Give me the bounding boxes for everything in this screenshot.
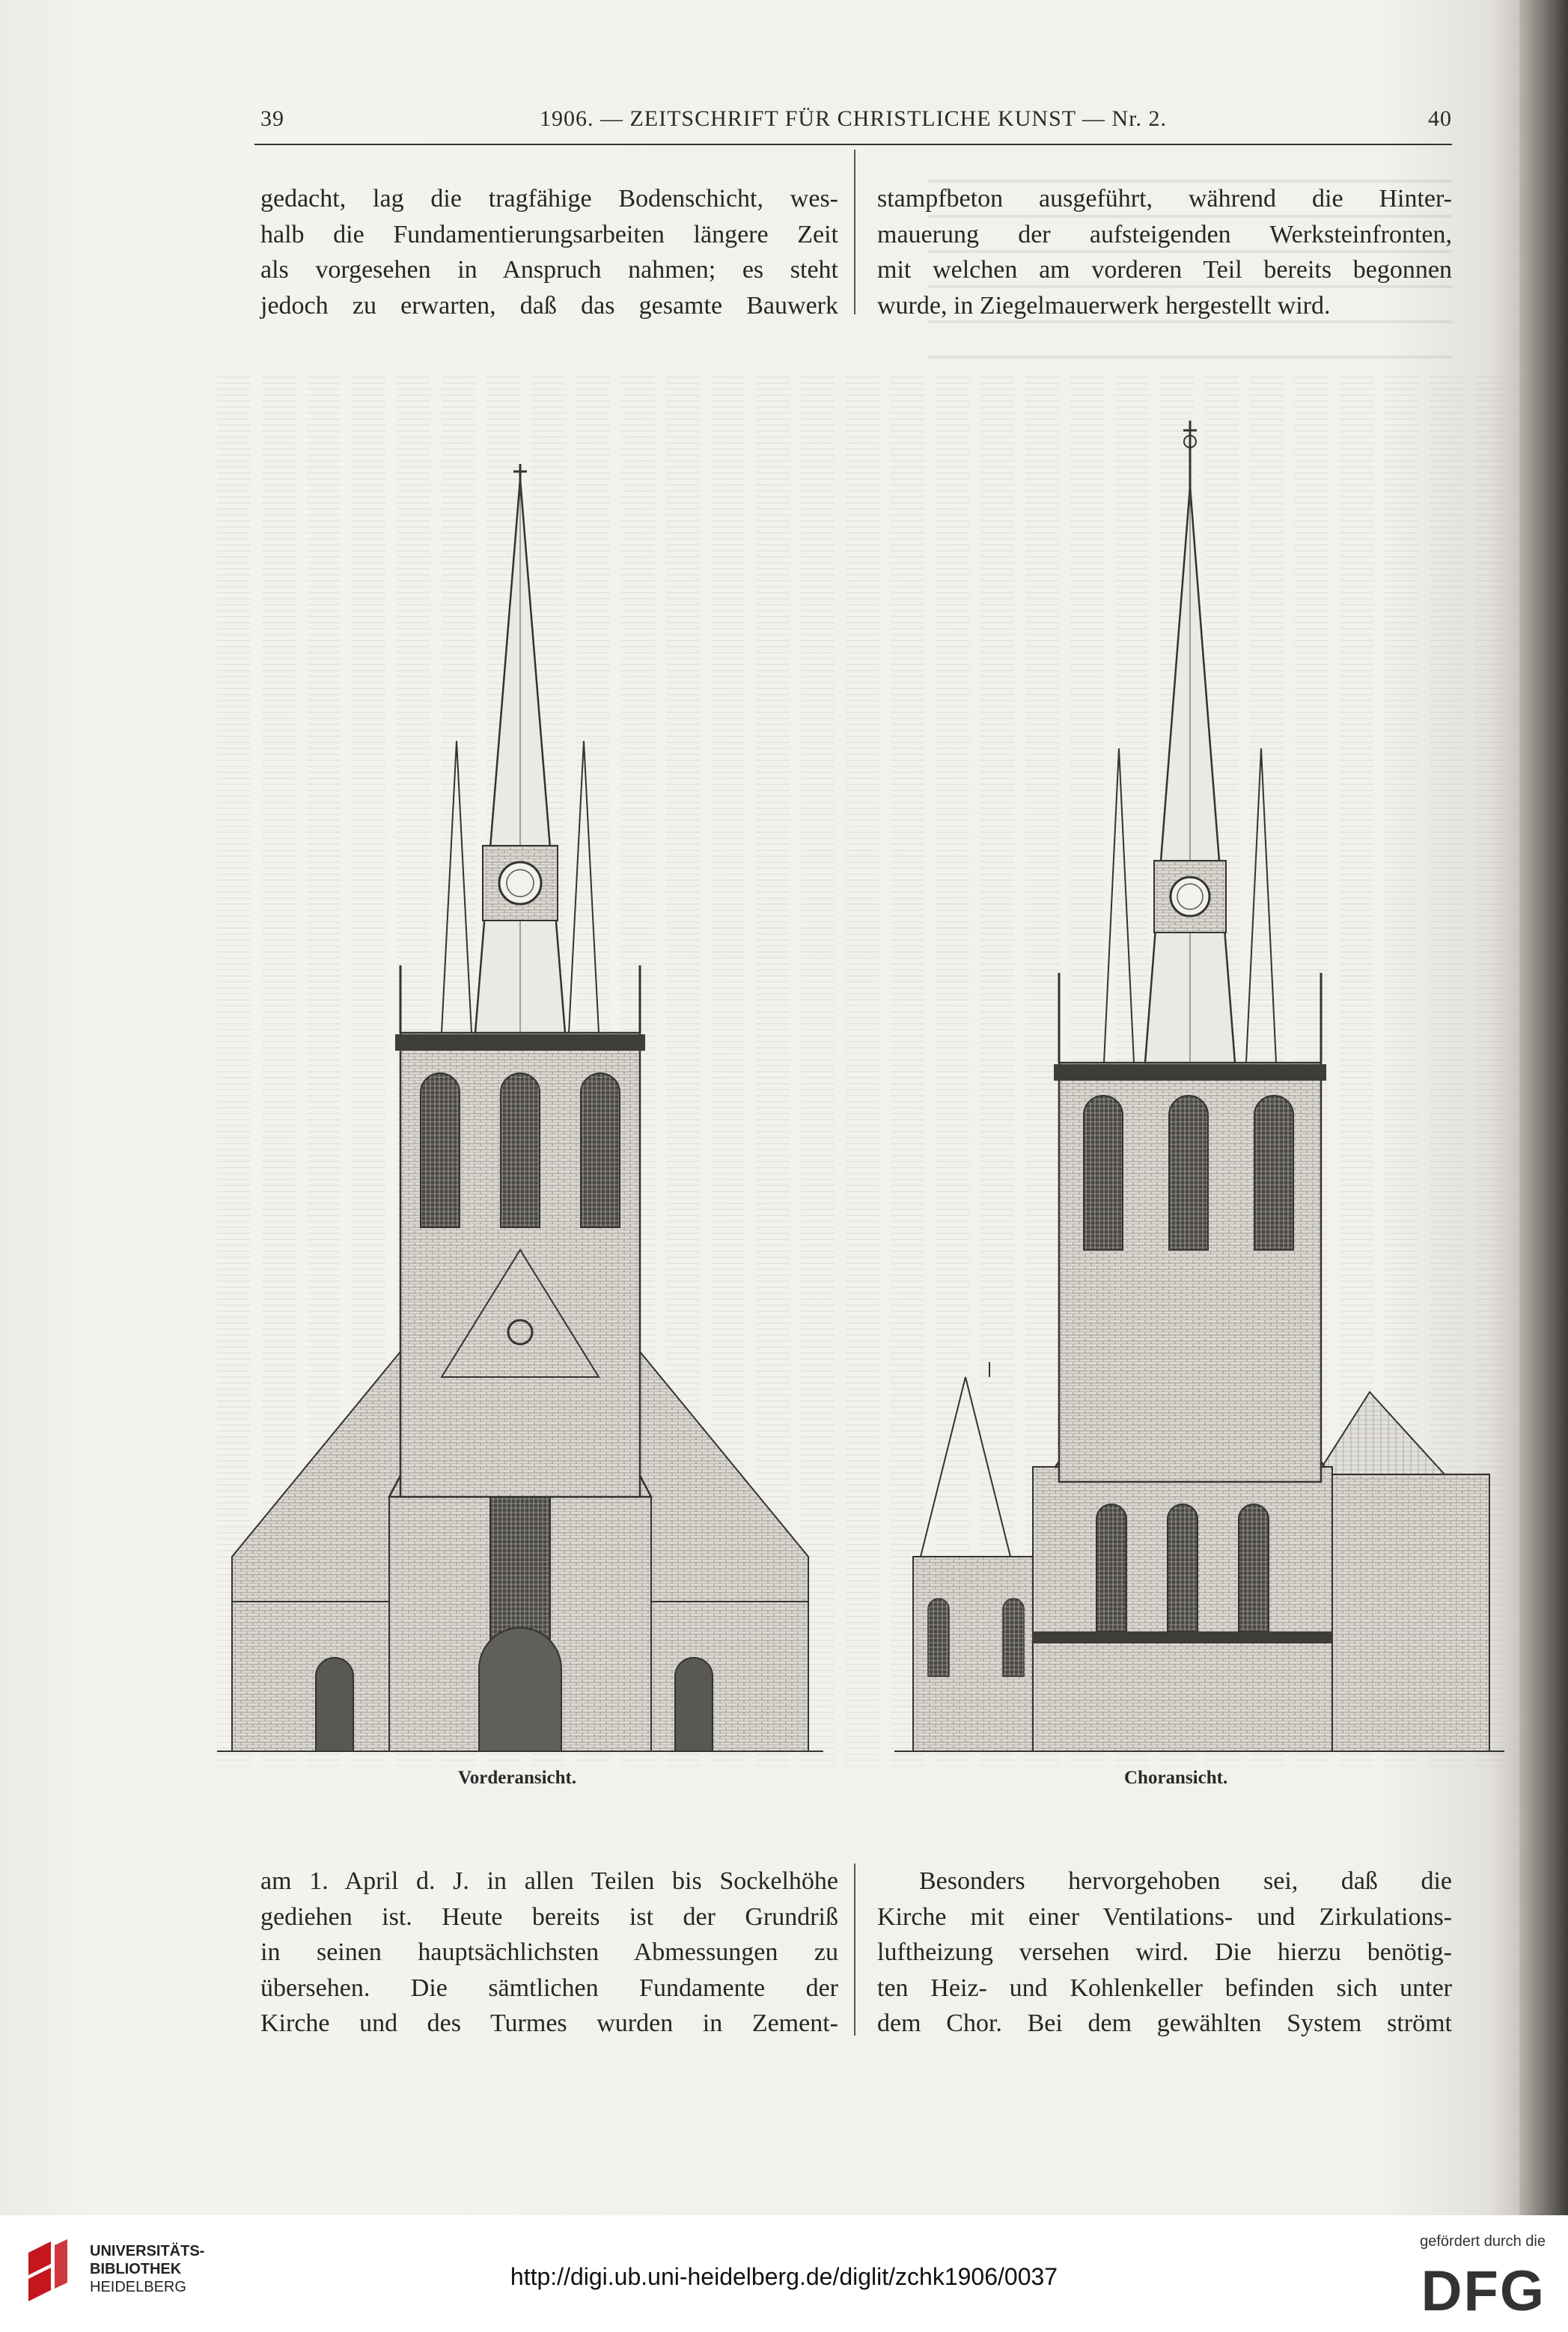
- text-line: halb die Fundamentierungsarbeiten längere Zeit: [260, 220, 838, 248]
- text-line: luftheizung versehen wird. Die hierzu benötig-: [877, 1938, 1452, 1966]
- text-line: dem Chor. Bei dem gewählten System strömt: [877, 2009, 1452, 2037]
- dfg-logo: DFG: [1421, 2259, 1546, 2323]
- text-line: gediehen ist. Heute bereits ist der Grundriß: [260, 1902, 838, 1931]
- text-line: ten Heiz- und Kohlenkeller befinden sich unter: [877, 1974, 1452, 2002]
- text-line: Besonders hervorgehoben sei, daß die: [919, 1867, 1452, 1895]
- page-number-left: 39: [260, 106, 284, 131]
- text-line: am 1. April d. J. in allen Teilen bis Sockelhöhe: [260, 1867, 838, 1895]
- text-bottom-right: [877, 1864, 1452, 2042]
- text-line: jedoch zu erwarten, daß das gesamte Bauwerk: [260, 291, 838, 320]
- journal-title: 1906. — ZEITSCHRIFT FÜR CHRISTLICHE KUNST — Nr. 2.: [539, 106, 1168, 131]
- library-line: UNIVERSITÄTS-: [90, 2243, 205, 2259]
- permalink-url[interactable]: http://digi.ub.uni-heidelberg.de/diglit/zchk1906/0037: [510, 2263, 1058, 2290]
- text-line: mauerung der aufsteigenden Werksteinfronten,: [877, 220, 1452, 248]
- text-line: als vorgesehen in Anspruch nahmen; es steht: [260, 256, 838, 284]
- text-top-left: [260, 181, 838, 323]
- text-line: stampfbeton ausgeführt, während die Hinter-: [877, 185, 1452, 213]
- page-number-right: 40: [1428, 106, 1452, 131]
- funded-by-label: gefördert durch die: [1420, 2233, 1546, 2250]
- text-bottom-left: [260, 1864, 838, 2042]
- text-line: in seinen hauptsächlichsten Abmessungen zu: [260, 1938, 838, 1966]
- library-line: BIBLIOTHEK: [90, 2261, 182, 2277]
- church-elevations-figure: [217, 374, 1504, 1766]
- caption-choir-view: Choransicht.: [1124, 1768, 1228, 1788]
- running-header: [254, 106, 1452, 144]
- text-line: Kirche mit einer Ventilations- und Zirkulations-: [877, 1902, 1452, 1931]
- text-line: gedacht, lag die tragfähige Bodenschicht, wes-: [260, 185, 838, 213]
- library-line: HEIDELBERG: [90, 2279, 186, 2295]
- digitization-footer: [0, 2215, 1568, 2332]
- caption-front-view: Vorderansicht.: [458, 1768, 577, 1788]
- column-divider-top: [854, 150, 855, 314]
- text-top-right: [877, 181, 1452, 323]
- column-divider-bottom: [854, 1864, 855, 2036]
- text-line: mit welchen am vorderen Teil bereits begonnen: [877, 256, 1452, 284]
- header-rule: [254, 144, 1452, 145]
- text-line: Kirche und des Turmes wurden in Zement-: [260, 2009, 838, 2037]
- page-edge-shadow: [1519, 0, 1568, 2215]
- text-line: übersehen. Die sämtlichen Fundamente der: [260, 1974, 838, 2002]
- text-line: wurde, in Ziegelmauerwerk hergestellt wird.: [877, 291, 1331, 320]
